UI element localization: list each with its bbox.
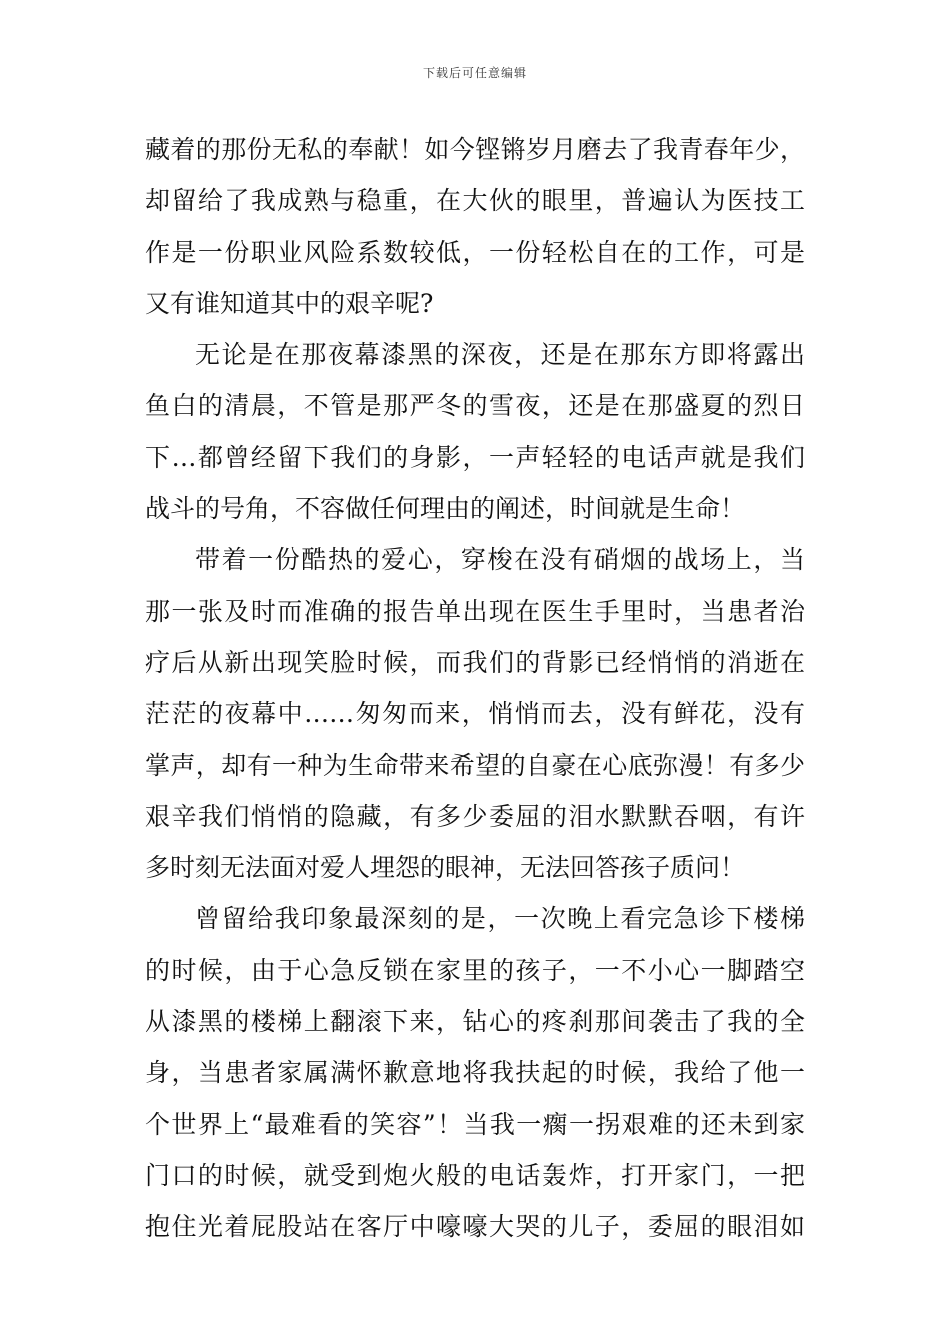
text-line: 的时候，由于心急反锁在家里的孩子，一不小心一脚踏空	[145, 955, 805, 985]
text-line: 战斗的号角，不容做任何理由的阐述，时间就是生命！	[145, 494, 746, 524]
text-line: 疗后从新出现笑脸时候，而我们的背影已经悄悄的消逝在	[145, 647, 805, 677]
text-line: 门口的时候，就受到炮火般的电话轰炸，打开家门，一把	[145, 1160, 805, 1190]
page-header: 下载后可任意编辑	[422, 66, 527, 80]
text-line: 身，当患者家属满怀歉意地将我扶起的时候，我给了他一	[145, 1058, 805, 1088]
text-line: 个世界上“最难看的笑容”！当我一瘸一拐艰难的还未到家	[145, 1109, 805, 1139]
text-line: 掌声，却有一种为生命带来希望的自豪在心底弥漫！有多少	[145, 750, 805, 780]
text-line: 从漆黑的楼梯上翻滚下来，钻心的疼刹那间袭击了我的全	[145, 1007, 805, 1037]
text-line: 那一张及时而准确的报告单出现在医生手里时，当患者治	[145, 596, 805, 626]
text-line: 藏着的那份无私的奉献！如今铿锵岁月磨去了我青春年少，	[145, 135, 805, 164]
text-line: 鱼白的清晨，不管是那严冬的雪夜，还是在那盛夏的烈日	[145, 391, 805, 421]
text-line: 又有谁知道其中的艰辛呢?	[145, 288, 434, 318]
text-line: 抱住光着屁股站在客厅中嚎嚎大哭的儿子，委屈的眼泪如	[145, 1212, 805, 1242]
text-line: 茫茫的夜幕中……匆匆而来，悄悄而去，没有鲜花，没有	[145, 699, 805, 729]
document-body	[145, 124, 805, 1253]
text-line: 作是一份职业风险系数较低，一份轻松自在的工作，可是	[145, 237, 805, 267]
text-line: 下…都曾经留下我们的身影，一声轻轻的电话声就是我们	[145, 442, 805, 472]
text-line: 多时刻无法面对爱人埋怨的眼神，无法回答孩子质问！	[145, 853, 746, 883]
text-line: 带着一份酷热的爱心，穿梭在没有硝烟的战场上，当	[195, 545, 805, 575]
text-line: 艰辛我们悄悄的隐藏，有多少委屈的泪水默默吞咽，有许	[145, 801, 805, 831]
text-line: 无论是在那夜幕漆黑的深夜，还是在那东方即将露出	[195, 340, 805, 370]
text-line: 却留给了我成熟与稳重，在大伙的眼里，普遍认为医技工	[145, 186, 805, 216]
text-line: 曾留给我印象最深刻的是，一次晚上看完急诊下楼梯	[195, 904, 805, 934]
